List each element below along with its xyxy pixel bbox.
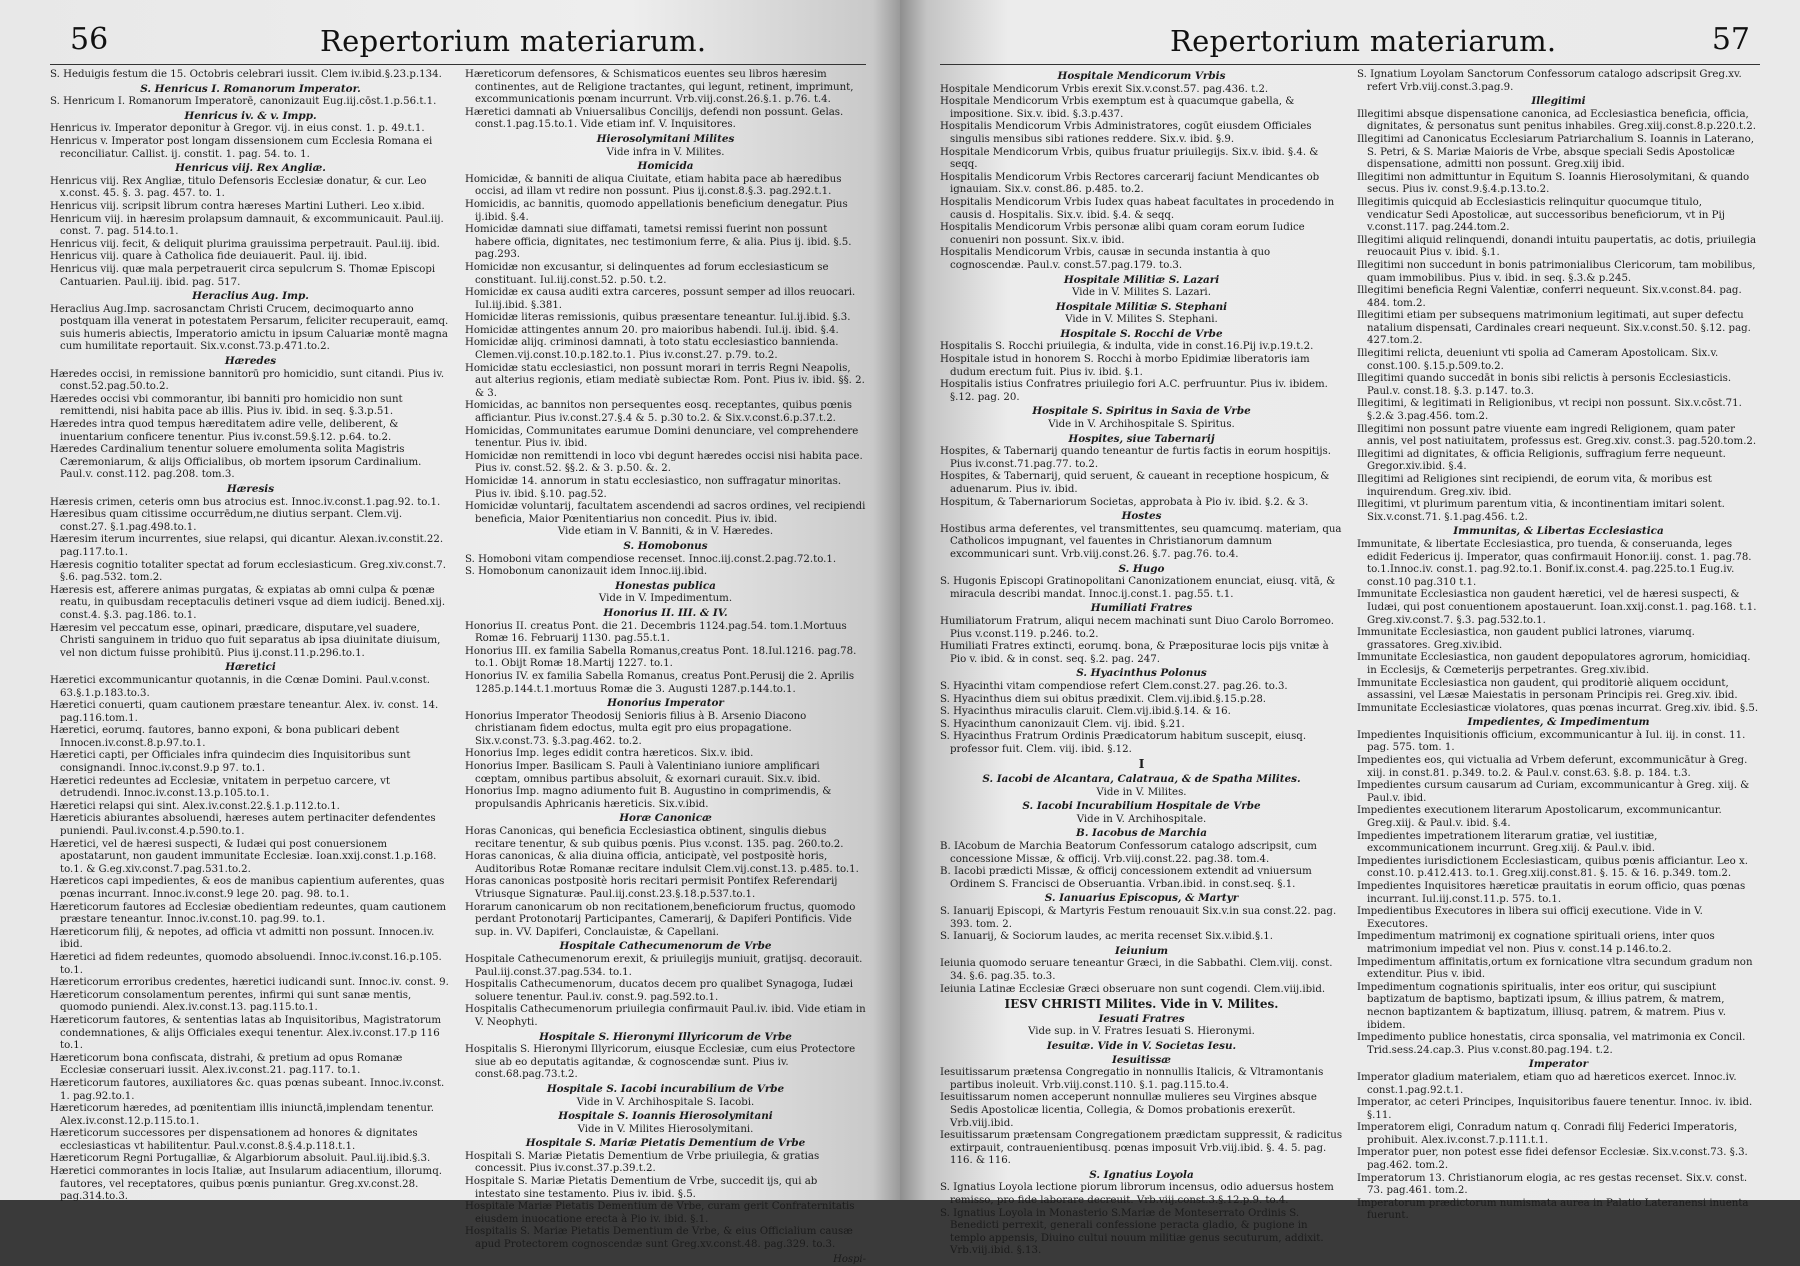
index-entry: Homicidæ non excusantur, si delinquentes ad forum ecclesiasticum se constituant. Iul.iij.const.52. p.50. t.2. xyxy=(465,261,829,286)
index-entry: Hæreticorum defensores, & Schismaticos euentes seu libros hæresim continentes, aut de Religione tractantes, qui legunt, retinent, imprimunt, excommunicationis pœnam incurrunt. Vrb.viij.const.26.§.1. p.76. t.4. xyxy=(465,69,854,106)
index-entry: Horas canonicas postpositè horis recitari permisit Pontifex Referendarij Vtriusque Signaturæ. Paul.iij.const.23.§.18.p.537.to.1. xyxy=(465,876,838,900)
cross-reference: Vide in V. Milites S. Stephani. xyxy=(1065,314,1218,326)
index-heading: Hostes xyxy=(1121,510,1162,523)
index-entry: Homicidæ alijq. criminosi damnati, à toto statu ecclesiastico bannienda. Clemen.vij.const.10.p.182.to.1. Pius iv.const.27. p.79. to.2. xyxy=(465,337,839,362)
index-entry: Impedientibus Executores in libera sui officij executione. Vide in V. Executores. xyxy=(1357,906,1703,930)
index-entry: Immunitate Ecclesiastica non gaudent, qui proditoriè aliquem occidunt, assassini, vel Læsæ Maiestatis in personam Principis rei. Greg.xiv. ibid. xyxy=(1357,677,1738,702)
index-entry: Hospitalis S. Hieronymi Illyricorum, eiusque Ecclesiæ, cum eius Protectore siue ab eo deputatis agitandæ, & cognoscendæ sunt. Pius iv. const.68.pag.73.t.2. xyxy=(465,1044,856,1081)
index-entry: Impedientes iurisdictionem Ecclesiasticam, quibus pœnis afficiantur. Leo x. const.10. p.412.413. to.1. Greg.xiij.const.81. §. 15. & 16. p.349. tom.2. xyxy=(1357,855,1748,880)
cross-reference: Vide infra in V. Milites. xyxy=(606,146,725,158)
index-entry: Hospitale Mariæ Pietatis Dementium de Vrbe, curam gerit Confraternitatis eiusdem inuocatione erecta à Pio iv. ibid. §.1. xyxy=(465,1201,855,1225)
index-heading: Hæretici xyxy=(225,661,276,674)
index-entry: Honorius III. ex familia Sabella Romanus,creatus Pont. 18.Iul.1216. pag.78. to.1. Obijt Romæ 18.Martij 1227. to.1. xyxy=(465,645,857,670)
index-heading: Immunitas, & Libertas Ecclesiastica xyxy=(1453,525,1664,538)
index-entry: Hæresis est, afferere animas purgatas, & expiatas ab omni culpa & pœnæ reatu, in quibusdam receptaculis detineri vsque ad diem iudicij. Bened.xij. const.4. §.3. pag.186. to.1. xyxy=(50,584,446,621)
right-page-number: 57 xyxy=(1711,22,1750,57)
cross-reference: Vide in V. Milites S. Lazari. xyxy=(1072,287,1211,299)
section-letter: IESV CHRISTI Milites. Vide in V. Milites. xyxy=(1004,997,1279,1012)
index-entry: B. Iacobi prædicti Missæ, & officij concessionem extendit ad vniuersum Ordinem S. Francisci de Obseruantia. Vrban.ibid. in const.seq. §.1. xyxy=(940,866,1312,890)
right-head-rule xyxy=(940,64,1760,65)
index-entry: Iesuitissarum prætensa Congregatio in nonnullis Italicis, & Vltramontanis partibus inoleuit. Vrb.viij.const.110. §.1. pag.115.to.4. xyxy=(940,1067,1324,1091)
index-heading: S. Ianuarius Episcopus, & Martyr xyxy=(1044,892,1239,905)
index-entry: Henricus viij. quare à Catholica fide deuiauerit. Paul. iij. ibid. xyxy=(50,251,368,263)
index-entry: Henricus iv. Imperator deponitur à Gregor. vij. in eius const. 1. p. 49.t.1. xyxy=(50,123,425,135)
index-entry: S. Hyacinthum canonizauit Clem. vij. ibid. §.21. xyxy=(940,718,1185,730)
index-heading: Honorius Imperator xyxy=(607,697,724,710)
index-entry: Impedimentum matrimonij ex cognatione spirituali oriens, inter quos matrimonium impediat vel non. Pius v. const.14 p.146.to.2. xyxy=(1357,931,1715,955)
index-heading: Hospitale S. Ioannis Hierosolymitani xyxy=(558,1110,773,1123)
index-entry: Hospites, & Tabernarij, quid seruent, & caueant in receptione hospicum, & aduenarum. Pius iv. ibid. xyxy=(940,471,1330,495)
left-running-head xyxy=(50,22,866,62)
index-entry: Illegitimi beneficia Regni Valentiæ, conferri nequeunt. Six.v.const.84. pag. 484. tom.2. xyxy=(1357,285,1742,309)
index-entry: Ieiunia quomodo seruare teneantur Græci, in die Sabbathi. Clem.viij. const. 34. §.6. pag.35. to.3. xyxy=(940,958,1333,982)
index-entry: Illegitimi non admittuntur in Equitum S. Ioannis Hierosolymitani, & quando secus. Pius iv. const.9.§.4.p.13.to.2. xyxy=(1357,171,1750,196)
index-heading: S. Henricus I. Romanorum Imperator. xyxy=(140,82,361,95)
index-entry: Illegitimi ad Canonicatus Ecclesiarum Patriarchalium S. Ioannis in Laterano, S. Petri, & S. Mariæ Maioris de Vrbe, absque speciali Sedis Apostolicæ dispensatione, admitti non possunt. Greg.xiij ibid. xyxy=(1357,133,1755,171)
index-heading: S. Hugo xyxy=(1118,562,1165,575)
index-entry: Henricus viij. fecit, & deliquit plurima grauissima perpetrauit. Paul.iij. ibid. xyxy=(50,238,440,250)
index-entry: Illegitimi absque dispensatione canonica, ad Ecclesiastica beneficia, officia, dignitates, & personatus sunt penitus inhabiles. Greg.xiij.const.8.p.220.t.2. xyxy=(1357,108,1756,133)
index-heading: Henricus iv. & v. Impp. xyxy=(184,109,317,122)
index-heading: S. Iacobi de Alcantara, Calatraua, & de Spatha Milites. xyxy=(982,773,1301,786)
index-heading: Impedientes, & Impedimentum xyxy=(1467,716,1650,729)
index-heading: Hospitale Mendicorum Vrbis xyxy=(1057,70,1226,82)
index-entry: Hæredes occisi, in remissione bannitorū pro homicidio, sunt citandi. Pius iv. const.52.pag.50.to.2. xyxy=(50,368,445,393)
index-heading: Ieiunium xyxy=(1114,944,1169,957)
index-entry: Hæreticis abiurantes absoluendi, hæreses autem pertinaciter defendentes puniendi. Paul.iv.const.4.p.590.to.1. xyxy=(50,813,436,838)
index-heading: Iesuitæ. Vide in V. Societas Iesu. xyxy=(1046,1039,1237,1052)
index-heading: Hospitale Cathecumenorum de Vrbe xyxy=(559,940,772,953)
index-entry: Hospitale Mendicorum Vrbis exemptum est à quacumque gabella, & impositione. Six.v. ibid. §.3.p.437. xyxy=(940,96,1295,120)
index-entry: Honorius Imp. magno adiumento fuit B. Augustino in comprimendis, & propulsandis Aphricanis hæreticis. Six.v.ibid. xyxy=(465,786,832,810)
index-entry: Impedientes executionem literarum Apostolicarum, excommunicantur. Greg.xiij. & Paul.v. ibid. §.4. xyxy=(1357,805,1722,830)
index-heading: S. Homobonus xyxy=(623,539,708,552)
index-entry: Honorius II. creatus Pont. die 21. Decembris 1124.pag.54. tom.1.Mortuus Romæ 16. Februarij 1130. pag.55.t.1. xyxy=(465,620,847,645)
index-heading: Honestas publica xyxy=(615,579,716,592)
index-entry: Hæresibus quam citissime occurrēdum,ne diutius serpant. Clem.vij. const.27. §.1.pag.498.to.1. xyxy=(50,509,403,533)
index-entry: S. Ianuarij Episcopi, & Martyris Festum renouauit Six.v.in sua const.22. pag. 393. tom. 2. xyxy=(940,906,1337,930)
catchword: Hospi- xyxy=(833,1253,866,1265)
index-entry: Homicidæ non remittendi in loco vbi degunt hæredes occisi nisi habita pace. Pius iv. const.52. §§.2. & 3. p.50. &. 2. xyxy=(465,450,863,475)
index-entry: S. Hyacinthi vitam compendiose refert Clem.const.27. pag.26. to.3. xyxy=(940,680,1288,692)
index-entry: Henricus v. Imperator post longam dissensionem cum Ecclesia Romana ei reconciliatur. Callist. ij. constit. 1. pag. 54. to. 1. xyxy=(50,135,433,160)
cross-reference: Vide in V. Impedimentum. xyxy=(598,593,733,605)
index-entry: Homicidæ, & banniti de aliqua Ciuitate, etiam habita pace ab hæredibus occisi, ad illam vt redire non possunt. Pius ij.const.8.§.3. pag.292.t.1. xyxy=(465,173,842,198)
index-entry: Imperatorum 13. Christianorum elogia, ac res gestas recenset. Six.v. const. 73. pag.461. tom.2. xyxy=(1357,1172,1748,1197)
right-column-2 xyxy=(1357,69,1760,1222)
index-entry: Immunitate Ecclesiasticæ violatores, quas pœnas incurrat. Greg.xiv. ibid. §.5. xyxy=(1357,702,1759,714)
left-page-number: 56 xyxy=(70,22,109,57)
cross-reference: Vide in V. Milites. xyxy=(1096,786,1187,798)
left-column-1 xyxy=(50,69,451,1203)
cross-reference: Vide in V. Milites Hierosolymitani. xyxy=(577,1123,754,1135)
index-entry: Henricus viij. Rex Angliæ, titulo Defensoris Ecclesiæ donatur, & cur. Leo x.const. 45. §. 3. pag. 457. to. 1. xyxy=(50,175,427,200)
index-entry: Henricus viij. quæ mala perpetrauerit circa sepulcrum S. Thomæ Episcopi Cantuarien. Paul.iij. ibid. pag. 517. xyxy=(50,263,436,288)
index-entry: Hospitali S. Mariæ Pietatis Dementium de Vrbe priuilegia, & gratias concessit. Pius iv.const.37.p.39.t.2. xyxy=(465,1150,820,1175)
index-entry: Homicidæ damnati siue diffamati, tametsi remissi fuerint non possunt habere officia, dignitates, nec testimonium ferre, & alia. Pius ij. ibid. §.5. pag.293. xyxy=(465,224,852,261)
index-entry: Hospitalis Mendicorum Vrbis Rectores carcerarij faciunt Mendicantes ob ignauiam. Six.v. const.86. p.485. to.2. xyxy=(940,171,1320,196)
index-entry: Hospitalis istius Confratres priuilegio fori A.C. perfruuntur. Pius iv. ibidem. §.12. pag. 20. xyxy=(940,379,1328,403)
index-entry: Hospitalis Mendicorum Vrbis Iudex quas habeat facultates in procedendo in causis d. Hospitalis. Six.v. ibid. §.4. & seqq. xyxy=(940,196,1335,221)
index-entry: Illegitimi non succedunt in bonis patrimonialibus Clericorum, tam mobilibus, quam immobilibus. Pius v. ibid. in seq. §.3.& p.245. xyxy=(1357,259,1756,284)
index-entry: S. Ianuarij, & Sociorum laudes, ac merita recenset Six.v.ibid.§.1. xyxy=(940,931,1274,943)
index-entry: Imperatorem eligi, Conradum natum q. Conradi filij Federici Imperatoris, prohibuit. Alex.iv.const.7.p.111.t.1. xyxy=(1357,1122,1738,1146)
index-heading: Hospitale S. Mariæ Pietatis Dementium de Vrbe xyxy=(525,1137,806,1150)
index-heading: S. Hyacinthus Polonus xyxy=(1076,667,1207,680)
index-entry: Ieiunia Latinæ Ecclesiæ Græci obseruare non sunt cogendi. Clem.viij.ibid. xyxy=(940,983,1326,995)
index-heading: Humiliati Fratres xyxy=(1090,602,1193,615)
index-heading: Honorius II. III. & IV. xyxy=(603,606,728,619)
index-entry: Hospitale S. Mariæ Pietatis Dementium de Vrbe, succedit ijs, qui ab intestato sine testamento. Pius iv. ibid. §.5. xyxy=(465,1176,818,1200)
index-entry: Hæretici capti, per Officiales infra quindecim dies Inquisitoribus sunt consignandi. Innoc.iv.const.9.p 97. to.1. xyxy=(50,750,411,775)
index-entry: Hæreticorum fautores, & sententias latas ab Inquisitoribus, Magistratorum condemnationes, & alijs Officiales exequi tenentur. Alex.iv.const.17.p 116 to.1. xyxy=(50,1014,442,1052)
index-entry: Homicidæ 14. annorum in statu ecclesiastico, non suffragatur minoritas. Pius iv. ibid. §.10. pag.52. xyxy=(465,476,842,500)
index-entry: Homicidæ voluntarij, facultatem ascendendi ad sacros ordines, vel recipiendi beneficia, Maior Pœnitentiarius non concedit. Pius iv. ibid. xyxy=(465,501,866,525)
index-entry: Hospitalis S. Rocchi priuilegia, & indulta, vide in const.16.Pij iv.p.19.t.2. xyxy=(940,341,1314,353)
index-entry: S. Henricum I. Romanorum Imperatorē, canonizauit Eug.iij.cōst.1.p.56.t.1. xyxy=(50,96,437,108)
index-entry: S. Homoboni vitam compendiose recenset. Innoc.iij.const.2.pag.72.to.1. xyxy=(465,553,837,565)
index-entry: Hæretici relapsi qui sint. Alex.iv.const.22.§.1.p.112.to.1. xyxy=(50,800,340,812)
index-entry: Hæreticorum fautores, auxiliatores &c. quas pœnas subeant. Innoc.iv.const. 1. pag.92.to.1. xyxy=(50,1077,445,1102)
index-heading: Heraclius Aug. Imp. xyxy=(192,290,309,303)
index-heading: Iesuati Fratres xyxy=(1098,1012,1185,1025)
index-entry: Hospitalis Mendicorum Vrbis, causæ in secunda instantia à quo cognoscendæ. Paul.v. const.57.pag.179. to.3. xyxy=(940,247,1271,271)
right-page xyxy=(900,0,1800,1257)
index-entry: Horarum canonicarum ob non recitationem,beneficiorum fructus, quomodo perdant Protonotarij Participantes, Camerarij, & Dapiferi Pontificis. Vide sup. in. VV. Dapiferi, Conclauistæ, & Capellani. xyxy=(465,901,856,938)
index-entry: S. Hugonis Episcopi Gratinopolitani Canonizationem enunciat, eiusq. vitā, & miracula describi mandat. Innoc.ij.const.1. pag.55. t.1. xyxy=(940,576,1336,600)
index-entry: Hæretici ad fidem redeuntes, quomodo absoluendi. Innoc.iv.const.16.p.105. to.1. xyxy=(50,951,442,976)
index-entry: Honorius Imper. Basilicam S. Pauli à Valentiniano iuniore amplificari cœptam, omnibus partibus absoluit, & exornari curauit. Six.v. ibid. xyxy=(465,761,821,785)
index-entry: Hæretici conuerti, quam cautionem præstare teneantur. Alex. iv. const. 14. pag.116.tom.1. xyxy=(50,700,439,724)
index-entry: Hæreticorum filij, & nepotes, ad officia vt admitti non possunt. Innocen.iv. ibid. xyxy=(50,926,435,951)
index-entry: Hæretici, vel de hæresi suspecti, & Iudæi qui post conuersionem apostatarunt, non gaudent immunitate Ecclesiæ. Ioan.xxij.const.1.p.168. to.1. & G.eg.xiv.const.7.pag.531.to.2. xyxy=(50,838,437,875)
index-entry: Hæresis crimen, ceteris omn bus atrocius est. Innoc.iv.const.1.pag.92. to.1. xyxy=(50,496,441,508)
index-heading: Illegitimi xyxy=(1531,95,1586,108)
index-entry: S. Ignatius Loyola in Monasterio S.Mariæ de Monteserrato Ordinis S. Benedicti perrexit, generali confessione peracta gladio, & pugione in templo appensis, Diuino cultui nouum militiæ genus secuturum, addixit. Vrb.viij.ibid. §.13. xyxy=(940,1207,1324,1257)
left-columns xyxy=(50,69,866,1265)
index-entry: Honorius Imperator Theodosij Senioris filius à B. Arsenio Diacono christianam fidem edoctus, multa egit pro eius propagatione. Six.v.const.73. §.3.pag.462. to.2. xyxy=(465,710,807,747)
index-entry: Hæreticorum erroribus credentes, hæretici iudicandi sunt. Innoc.iv. const. 9. xyxy=(50,977,449,989)
index-heading: Hospitale Militiæ S. Lazari xyxy=(1063,273,1220,286)
index-entry: Hæretici excommunicantur quotannis, in die Cœnæ Domini. Paul.v.const. 63.§.1.p.183.to.3. xyxy=(50,674,430,699)
index-entry: Hæretici commorantes in locis Italiæ, aut Insularum adiacentium, illorumq. fautores, vel receptatores, quibus pœnis puniantur. Greg.xv.const.28. pag.314.to.3. xyxy=(50,1166,442,1203)
index-entry: Hospitalis Mendicorum Vrbis Administratores, cogūt eiusdem Officiales singulis mensibus sibi rationes reddere. Six.v. ibid. §.9. xyxy=(940,121,1312,145)
index-entry: Immunitate, & libertate Ecclesiastica, pro tuenda, & conseruanda, leges edidit Federicus ij. Imperator, quas confirmauit Honor.iij. const. 1. pag.78. to.1.Innoc.iv. const.1. pag.92.to.1. Bonif.ix.const.4. pag.225.to.1 Eug.iv. const.10 pag.310 t.1. xyxy=(1357,538,1752,588)
index-entry: Illegitimi relicta, deueniunt vti spolia ad Cameram Apostolicam. Six.v. const.100. §.15.p.509.to.2. xyxy=(1357,348,1719,372)
index-entry: Impedientes Inquisitores hæreticæ prauitatis in eorum officio, quas pœnas incurrant. Iul.iij.const.11.p. 575. to.1. xyxy=(1357,881,1746,905)
index-heading: Hospitale S. Rocchi de Vrbe xyxy=(1060,327,1223,340)
index-entry: Impedientes impetrationem literarum gratiæ, vel iustitiæ, excommunicationem incurrunt. Greg.xiij. & Paul.v. ibid. xyxy=(1357,830,1658,855)
cross-reference: Vide sup. in V. Fratres Iesuati S. Hieronymi. xyxy=(1028,1026,1255,1038)
index-entry: Hæresis cognitio totaliter spectat ad forum ecclesiasticum. Greg.xiv.const.7. §.6. pag.532. tom.2. xyxy=(50,559,446,584)
index-entry: Illegitimi aliquid relinquendi, donandi intuitu paupertatis, ac dotis, priuilegia reuocauit Pius v. ibid. §.1. xyxy=(1357,234,1757,259)
index-heading: Homicida xyxy=(637,160,694,173)
index-entry: S. Hyacinthus miraculis claruit. Clem.vij.ibid.§.14. & 16. xyxy=(940,706,1231,718)
index-heading: Hospitale S. Spiritus in Saxia de Vrbe xyxy=(1032,405,1251,418)
index-heading: Hospites, siue Tabernarij xyxy=(1068,432,1215,445)
index-entry: Hæreticorum successores per dispensationem ad honores & dignitates ecclesiasticas vt habilitentur. Paul.v.const.8.§.4.p.118.t.1. xyxy=(50,1128,418,1152)
index-entry: Hæredes intra quod tempus hæreditatem adire velle, deliberent, & inuentarium conficere tenentur. Pius iv.const.59.§.12. p.64. to.2. xyxy=(50,419,399,443)
index-heading: Hierosolymitani Milites xyxy=(596,132,735,145)
index-entry: Homicidis, ac bannitis, quomodo appellationis beneficium denegatur. Pius ij.ibid. §.4. xyxy=(465,198,848,223)
index-entry: Impedientes Inquisitionis officium, excommunicantur à Iul. iij. in const. 11. pag. 575. tom. 1. xyxy=(1357,729,1746,754)
index-entry: Iesuitissarum prætensam Congregationem prædictam suppressit, & radicitus extirpauit, contrauenientibusq. pœnas imposuit Vrb.viij.ibid. §. 4. 5. pag. 116. & 116. xyxy=(940,1130,1343,1167)
index-entry: Imperatorum prædictorum numismata aurea in Palatio Lateranensi inuenta fuerunt. xyxy=(1357,1197,1749,1222)
index-heading: Imperator xyxy=(1528,1058,1589,1071)
index-entry: Hæreticorum consolamentum perentes, infirmi qui sunt sanæ mentis, quomodo puniendi. Alex.iv.const.13. pag.115.to.1. xyxy=(50,989,412,1014)
index-entry: Henricum viij. in hæresim prolapsum damnauit, & excommunicauit. Paul.iij. const. 7. pag. 514.to.1. xyxy=(50,213,444,238)
index-entry: Homicidæ ex causa auditi extra carceres, possunt semper ad illos reuocari. Iul.iij.ibid. §.381. xyxy=(465,287,856,311)
index-entry: Hospitalis Mendicorum Vrbis personæ alibi quam coram eorum Iudice conueniri non possunt. Six.v. ibid. xyxy=(940,222,1305,246)
index-entry: Hospitalis S. Mariæ Pietatis Dementium de Vrbe, & eius Officialium causæ apud Protectorem cognoscendæ sunt Greg.xv.const.48. pag.329. to.3. xyxy=(465,1226,853,1251)
index-entry: Hæredes occisi vbi commorantur, ibi banniti pro homicidio non sunt remittendi, nisi habita pace ab illis. Pius iv. ibid. in seq. §.3.p.51. xyxy=(50,393,403,418)
index-entry: Humiliatorum Fratrum, aliqui necem machinati sunt Diuo Carolo Borromeo. Pius v.const.119. p.246. to.2. xyxy=(940,615,1334,640)
index-entry: Imperator puer, non potest esse fidei defensor Ecclesiæ. Six.v.const.73. §.3. pag.462. tom.2. xyxy=(1357,1147,1748,1172)
index-entry: Impedimento publice honestatis, circa sponsalia, vel matrimonia ex Concil. Trid.sess.24.cap.3. Pius v.const.80.pag.194. t.2. xyxy=(1357,1032,1746,1056)
index-entry: Homicidæ statu ecclesiastici, non possunt morari in terris Regni Neapolis, aut alterius regionis, etiam mediatè subiectæ Rom. Pont. Pius iv. ibid. §§. 2. & 3. xyxy=(465,362,865,399)
index-entry: Hospites, & Tabernarij quando teneantur de furtis factis in eorum hospitijs. Pius iv.const.71.pag.77. to.2. xyxy=(940,446,1331,470)
index-entry: Illegitimi ad Religiones sint recipiendi, de eorum vita, & moribus est inquirendum. Greg.xiv. ibid. xyxy=(1357,474,1712,498)
index-heading: Hospitale S. Iacobi incurabilium de Vrbe xyxy=(546,1082,785,1095)
index-entry: Illegitimi non possunt patre viuente eam ingredi Religionem, quam pater annis, vel post natiuitatem, professus est. Greg.xiv. const.3. pag.520.tom.2. xyxy=(1357,423,1757,448)
index-heading: S. Ignatius Loyola xyxy=(1089,1168,1194,1181)
index-heading: S. Iacobi Incurabilium Hospitale de Vrbe xyxy=(1022,800,1261,813)
index-heading: Hospitale Militiæ S. Stephani xyxy=(1055,300,1228,313)
cross-reference: Vide in V. Archihospitale S. Spiritus. xyxy=(1048,419,1235,431)
index-entry: Impedimentum affinitatis,ortum ex fornicatione vltra secundum gradum non extenditur. Pius v. ibid. xyxy=(1357,956,1753,981)
index-entry: Illegitimi ad dignitates, & officia Religionis, suffragium ferre nequeunt. Gregor.xiv.ibid. §.4. xyxy=(1357,448,1726,473)
index-entry: Hospitale Mendicorum Vrbis, quibus fruatur priuilegijs. Six.v. ibid. §.4. & seqq. xyxy=(940,146,1319,171)
index-entry: Homicidæ literas remissionis, quibus præsentare teneantur. Iul.ij.ibid. §.3. xyxy=(465,312,851,324)
index-heading: Henricus viij. Rex Angliæ. xyxy=(175,162,326,175)
index-entry: Hæredes Cardinalium tenentur soluere emolumenta solita Magistris Cæremoniarum, & alijs Officialibus, ob mortem ipsorum Cardinalium. Paul.v. const.112. pag.208. tom.3. xyxy=(50,444,422,481)
index-heading: Horæ Canonicæ xyxy=(619,812,712,825)
index-entry: Hospitum, & Tabernariorum Societas, approbata à Pio iv. ibid. §.2. & 3. xyxy=(940,496,1309,508)
index-entry: Hæretici, eorumq. fautores, banno exponi, & bona publicari debent Innocen.iv.const.8.p.97.to.1. xyxy=(50,725,400,749)
index-entry: S. Ignatium Loyolam Sanctorum Confessorum catalogo adscripsit Greg.xv. refert Vrb.viij.const.3.pag.9. xyxy=(1357,69,1742,93)
index-entry: Impedimentum cognationis spiritualis, inter eos oritur, qui suscipiunt baptizatum de baptismo, baptizati ipsum, & illius patrem, & matrem, necnon baptizantem & baptizatum, illiusq. patrem, & matrem. Pius v. ibidem. xyxy=(1357,981,1726,1031)
index-entry: Hæreticorum bona confiscata, distrahi, & pretium ad opus Romanæ Ecclesiæ conseruari iussit. Alex.iv.const.21. pag.117. to.1. xyxy=(50,1052,403,1077)
index-entry: Hostibus arma deferentes, vel transmittentes, seu quamcumq. materiam, qua Catholicos impugnant, vel fauentes in Christianorum damnum excommunicari sunt. Vrb.viij.const.26. §.7. pag.76. to.4. xyxy=(940,523,1342,560)
index-entry: Hæreticorum fautores ad Ecclesiæ obedientiam redeuntes, quam cautionem præstare teneantur. Innoc.iv.const.10. pag.99. to.1. xyxy=(50,901,447,926)
cross-reference: Vide in V. Archihospitale S. Iacobi. xyxy=(576,1096,755,1108)
index-entry: Horas canonicas, & alia diuina officia, anticipatè, vel postpositè horis, Auditoribus Rotæ Romanæ recitare indulsit Clem.vij.const.13. p.485. to.1. xyxy=(465,851,859,875)
index-entry: Homicidæ attingentes annum 20. pro maioribus habendi. Iul.ij. ibid. §.4. xyxy=(465,324,839,336)
index-entry: Imperator gladium materialem, etiam quo ad hæreticos exercet. Innoc.iv. const.1.pag.92.t.1. xyxy=(1357,1071,1737,1096)
index-entry: Horas Canonicas, qui beneficia Ecclesiastica obtinent, singulis diebus recitare tenentur, & sub quibus pœnis. Pius v.const. 135. pag. 260.to.2. xyxy=(465,826,844,850)
index-heading: Hæredes xyxy=(224,355,277,368)
cross-reference: Vide etiam in V. Banniti, & in V. Hæredes. xyxy=(557,526,774,538)
index-entry: Honorius IV. ex familia Sabella Romanus, creatus Pont.Perusij die 2. Aprilis 1285.p.144.t.1.mortuus Romæ die 3. Augusti 1287.p.144.to.1. xyxy=(465,670,855,695)
left-column-2 xyxy=(465,69,866,1265)
index-entry: Hæresim vel peccatum esse, opinari, prædicare, disputare,vel suadere, Christi sanguinem in triduo quo fuit separatus ab ipsa diuinitate diuisum, vel non dictum fuisse prohibitū. Pius ij.const.11.p.296.to.1. xyxy=(50,622,441,659)
right-columns xyxy=(940,69,1760,1257)
cross-reference: Vide in V. Archihospitale. xyxy=(1076,813,1207,825)
index-entry: Humiliati Fratres extincti, eorumq. bona, & Præpositurae locis pijs vnitæ à Pio v. ibid. & in const. seq. §.2. pag. 247. xyxy=(940,641,1329,665)
index-heading: Hospitale S. Hieronymi Illyricorum de Vrbe xyxy=(539,1030,792,1043)
index-entry: Homicidas, Communitates earumue Domini denunciare, vel comprehendere tenentur. Pius iv. ibid. xyxy=(465,425,859,450)
index-entry: Illegitimi, vt plurimum parentum vitia, & incontinentiam imitari solent. Six.v.const.71. §.1.pag.456. t.2. xyxy=(1357,499,1725,523)
index-entry: Illegitimi etiam per subsequens matrimonium legitimati, aut super defectu natalium dispensati, Cardinales creari nequeunt. Six.v.const.50. §.12. pag. 427.tom.2. xyxy=(1357,310,1751,347)
right-column-1 xyxy=(940,69,1343,1257)
index-entry: Homicidas, ac bannitos non persequentes eosq. receptantes, quibus pœnis afficiantur. Pius iv.const.27.§.4 & 5. p.30 to.2. & Six.v.const.6.p.37.t.2. xyxy=(465,400,852,425)
index-entry: B. IAcobum de Marchia Beatorum Confessorum catalogo adscripsit, cum concessione Missæ, & officij. Vrb.viij.const.22. pag.38. tom.4. xyxy=(940,841,1317,865)
index-entry: Henricus viij. scripsit librum contra hæreses Martini Lutheri. Leo x.ibid. xyxy=(50,200,425,212)
index-entry: Hæreticos capi impedientes, & eos de manibus capientium auferentes, quas pœnas incurrant. Innoc.iv.const.9 lege 20. pag. 98. to.1. xyxy=(50,876,445,900)
index-entry: Illegitimis quicquid ab Ecclesiasticis relinquitur quocumque titulo, vendicatur Sedi Apostolicæ, aut successoribus beneficiorum, vt in Pij v.const.117. pag.244.tom.2. xyxy=(1357,196,1725,234)
right-running-title: Repertorium materiarum. xyxy=(1170,24,1557,58)
index-entry: Immunitate Ecclesiastica, non gaudent depopulatores agrorum, homicidiaq. in Ecclesijs, & Cœmeterijs perpetrantes. Greg.xiv.ibid. xyxy=(1357,652,1751,676)
index-heading: B. Iacobus de Marchia xyxy=(1076,827,1207,840)
index-entry: Hospitalis Cathecumenorum priuilegia confirmauit Paul.iv. ibid. Vide etiam in V. Neophyti. xyxy=(465,1004,866,1028)
index-entry: Immunitate Ecclesiastica, non gaudent publici latrones, viarumq. grassatores. Greg.xiv.ibid. xyxy=(1357,627,1695,651)
index-entry: Hæreticorum Regni Portugalliæ, & Algarbiorum absoluit. Paul.iij.ibid.§.3. xyxy=(50,1153,431,1165)
index-entry: Hæretici redeuntes ad Ecclesiæ, vnitatem in perpetuo carcere, vt detrudendi. Innoc.iv.const.13.p.105.to.1. xyxy=(50,775,391,800)
index-heading: Iesuitissæ xyxy=(1112,1053,1171,1066)
index-entry: S. Homobonum canonizauit idem Innoc.iij.ibid. xyxy=(465,566,708,578)
index-entry: Illegitimi quando succedāt in bonis sibi relictis à personis Ecclesiasticis. Paul.v. const.18. §.3. p.147. to.3. xyxy=(1357,373,1732,397)
index-entry: Hospitale Cathecumenorum erexit, & priuilegijs muniuit, gratijsq. decorauit. Paul.iij.const.37.pag.534. to.1. xyxy=(465,953,863,978)
left-running-title: Repertorium materiarum. xyxy=(320,24,707,58)
index-entry: Hospitalis Cathecumenorum, ducatos decem pro qualibet Synagoga, Iudæi soluere tenentur. Paul.iv. const.9. pag.592.to.1. xyxy=(465,979,854,1003)
index-entry: Hospitale istud in honorem S. Rocchi à morbo Epidimiæ liberatoris iam dudum erectum fuit. Pius iv. ibid. §.1. xyxy=(940,354,1310,378)
section-letter: I xyxy=(1138,757,1145,772)
index-entry: S. Hyacinthus Fratrum Ordinis Prædicatorum habitum suscepit, eiusq. professor fuit. Clem. viij. ibid. §.12. xyxy=(940,731,1307,755)
index-entry: Iesuitissarum nomen acceperunt nonnullæ mulieres seu Virgines absque Sedis Apostolicæ licentia, Collegia, & Domos probationis erexerūt. Vrb.viij.ibid. xyxy=(940,1092,1317,1129)
index-entry: Impedientes cursum causarum ad Curiam, excommunicantur à Greg. xiij. & Paul.v. ibid. xyxy=(1357,780,1750,804)
index-entry: S. Heduigis festum die 15. Octobris celebrari iussit. Clem iv.ibid.§.23.p.134. xyxy=(50,69,442,80)
left-page xyxy=(0,0,900,1265)
index-entry: Heraclius Aug.Imp. sacrosanctam Christi Crucem, decimoquarto anno postquam illa venerat in potestatem Persarum, feliciter recuperauit, eamq. suis humeris abiectis, Imperatorio amictu in ipsum Caluariæ montē magna cum humilitate reportauit. Six.v.const.73.p.471.to.2. xyxy=(50,303,449,353)
index-entry: S. Ignatius Loyola lectione piorum librorum incensus, odio aduersus hostem remisso, pro fide laborare decreuit. Vrb.viij.const.3.§.12.p.9. to.4. xyxy=(940,1182,1334,1207)
index-entry: S. Hyacinthus diem sui obitus prædixit. Clem.vij.ibid.§.15.p.28. xyxy=(940,693,1267,705)
index-entry: Hæretici damnati ab Vniuersalibus Concilijs, defendi non possunt. Gelas. const.1.pag.15.to.1. Vide etiam inf. V. Inquisitores. xyxy=(465,106,844,131)
index-entry: Hæresim iterum incurrentes, siue relapsi, qui dicantur. Alexan.iv.constit.22. pag.117.to.1. xyxy=(50,534,444,558)
index-entry: Imperator, ac ceteri Principes, Inquisitoribus fauere tenentur. Innoc. iv. ibid. §.11. xyxy=(1357,1097,1753,1121)
index-entry: Illegitimi, & legitimati in Religionibus, vt recipi non possunt. Six.v.cōst.71. §.2.& 3.pag.456. tom.2. xyxy=(1357,398,1742,423)
index-entry: Hospitale Mendicorum Vrbis erexit Six.v.const.57. pag.436. t.2. xyxy=(940,83,1269,95)
right-running-head xyxy=(940,22,1760,62)
index-entry: Immunitate Ecclesiastica non gaudent hæretici, vel de hæresi suspecti, & Iudæi, qui post conuentionem apostauerunt. Ioan.xxij.const.1. pag.168. t.1. Greg.xiv.const.7. §.3. pag.532.to.1. xyxy=(1357,589,1757,626)
index-entry: Impedientes eos, qui victualia ad Vrbem deferunt, excommunicātur à Greg. xiij. in const.81. p.349. to.2. & Paul.v. const.63. §.8. p. 184. t.3. xyxy=(1357,755,1748,779)
index-entry: Hæreticorum hæredes, ad pœnitentiam illis iniunctā,implendam tenentur. Alex.iv.const.12.p.115.to.1. xyxy=(50,1103,434,1127)
left-head-rule xyxy=(50,64,866,65)
index-heading: Hæresis xyxy=(226,483,275,495)
index-entry: Honorius Imp. leges edidit contra hæreticos. Six.v. ibid. xyxy=(465,748,754,760)
